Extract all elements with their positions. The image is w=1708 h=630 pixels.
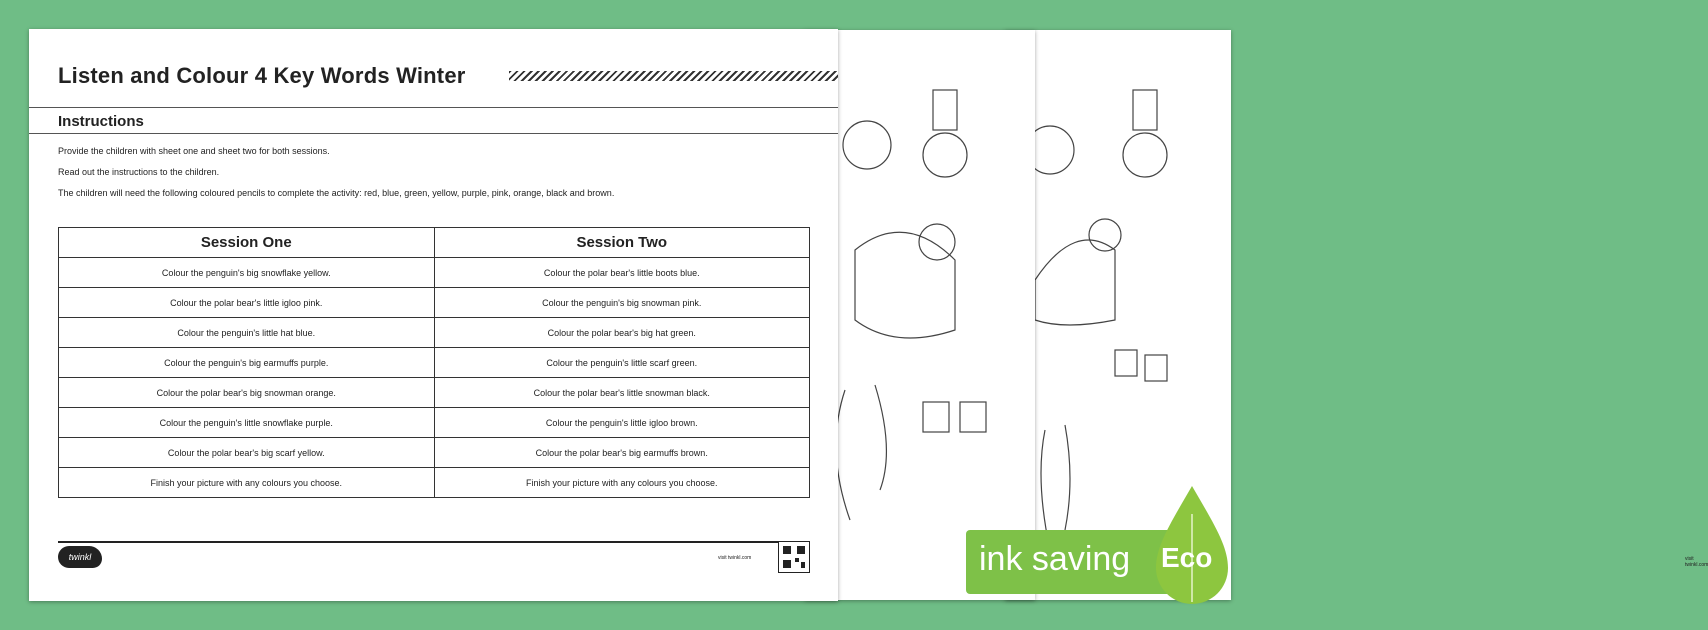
table-cell: Colour the penguin's big snowman pink. bbox=[434, 288, 810, 318]
ink-saving-label: ink saving bbox=[979, 540, 1131, 578]
table-row bbox=[59, 318, 810, 348]
table-cell: Colour the penguin's little hat blue. bbox=[59, 318, 435, 348]
table-cell: Colour the polar bear's little igloo pink. bbox=[59, 288, 435, 318]
footer-divider bbox=[58, 541, 810, 543]
table-row bbox=[59, 378, 810, 408]
table-row bbox=[59, 438, 810, 468]
table-cell: Colour the polar bear's big earmuffs brown. bbox=[434, 438, 810, 468]
instruction-line: Read out the instructions to the children. bbox=[58, 167, 220, 177]
table-cell: Colour the polar bear's little boots blue. bbox=[434, 258, 810, 288]
sessions-table bbox=[58, 227, 810, 498]
table-cell: Colour the penguin's little snowflake purple. bbox=[59, 408, 435, 438]
table-header: Session Two bbox=[434, 228, 810, 258]
table-header-row bbox=[59, 228, 810, 258]
divider bbox=[29, 107, 838, 108]
table-cell: Colour the penguin's little igloo brown. bbox=[434, 408, 810, 438]
table-row bbox=[59, 288, 810, 318]
qr-code-icon bbox=[778, 541, 810, 573]
table-cell: Colour the penguin's big snowflake yellow. bbox=[59, 258, 435, 288]
instructions-heading: Instructions bbox=[58, 113, 144, 130]
winter-illustrations-two bbox=[805, 30, 1035, 600]
table-cell: Finish your picture with any colours you choose. bbox=[59, 468, 435, 498]
table-cell: Colour the penguin's little scarf green. bbox=[434, 348, 810, 378]
table-row bbox=[59, 468, 810, 498]
table-cell: Colour the polar bear's big scarf yellow. bbox=[59, 438, 435, 468]
instruction-line: Provide the children with sheet one and sheet two for both sessions. bbox=[58, 146, 330, 156]
eco-label: Eco bbox=[1161, 542, 1213, 573]
footer-url-two: visit twinkl.com bbox=[1685, 556, 1708, 568]
table-header: Session One bbox=[59, 228, 435, 258]
twinkl-logo: twinkl bbox=[58, 546, 102, 568]
instruction-line: The children will need the following coloured pencils to complete the activity: red, blue, green, yellow, purple, pink, orange, black and brown. bbox=[58, 188, 615, 198]
worksheet-page-one bbox=[29, 29, 838, 601]
table-cell: Finish your picture with any colours you choose. bbox=[434, 468, 810, 498]
table-row bbox=[59, 348, 810, 378]
table-cell: Colour the polar bear's little snowman black. bbox=[434, 378, 810, 408]
title-hatch-decoration bbox=[509, 71, 838, 81]
table-row bbox=[59, 408, 810, 438]
table-cell: Colour the polar bear's big snowman orange. bbox=[59, 378, 435, 408]
table-cell: Colour the penguin's big earmuffs purple. bbox=[59, 348, 435, 378]
divider bbox=[29, 133, 838, 134]
page-title: Listen and Colour 4 Key Words Winter bbox=[58, 63, 466, 88]
footer-url: visit twinkl.com bbox=[718, 555, 752, 561]
table-cell: Colour the polar bear's big hat green. bbox=[434, 318, 810, 348]
table-row bbox=[59, 258, 810, 288]
